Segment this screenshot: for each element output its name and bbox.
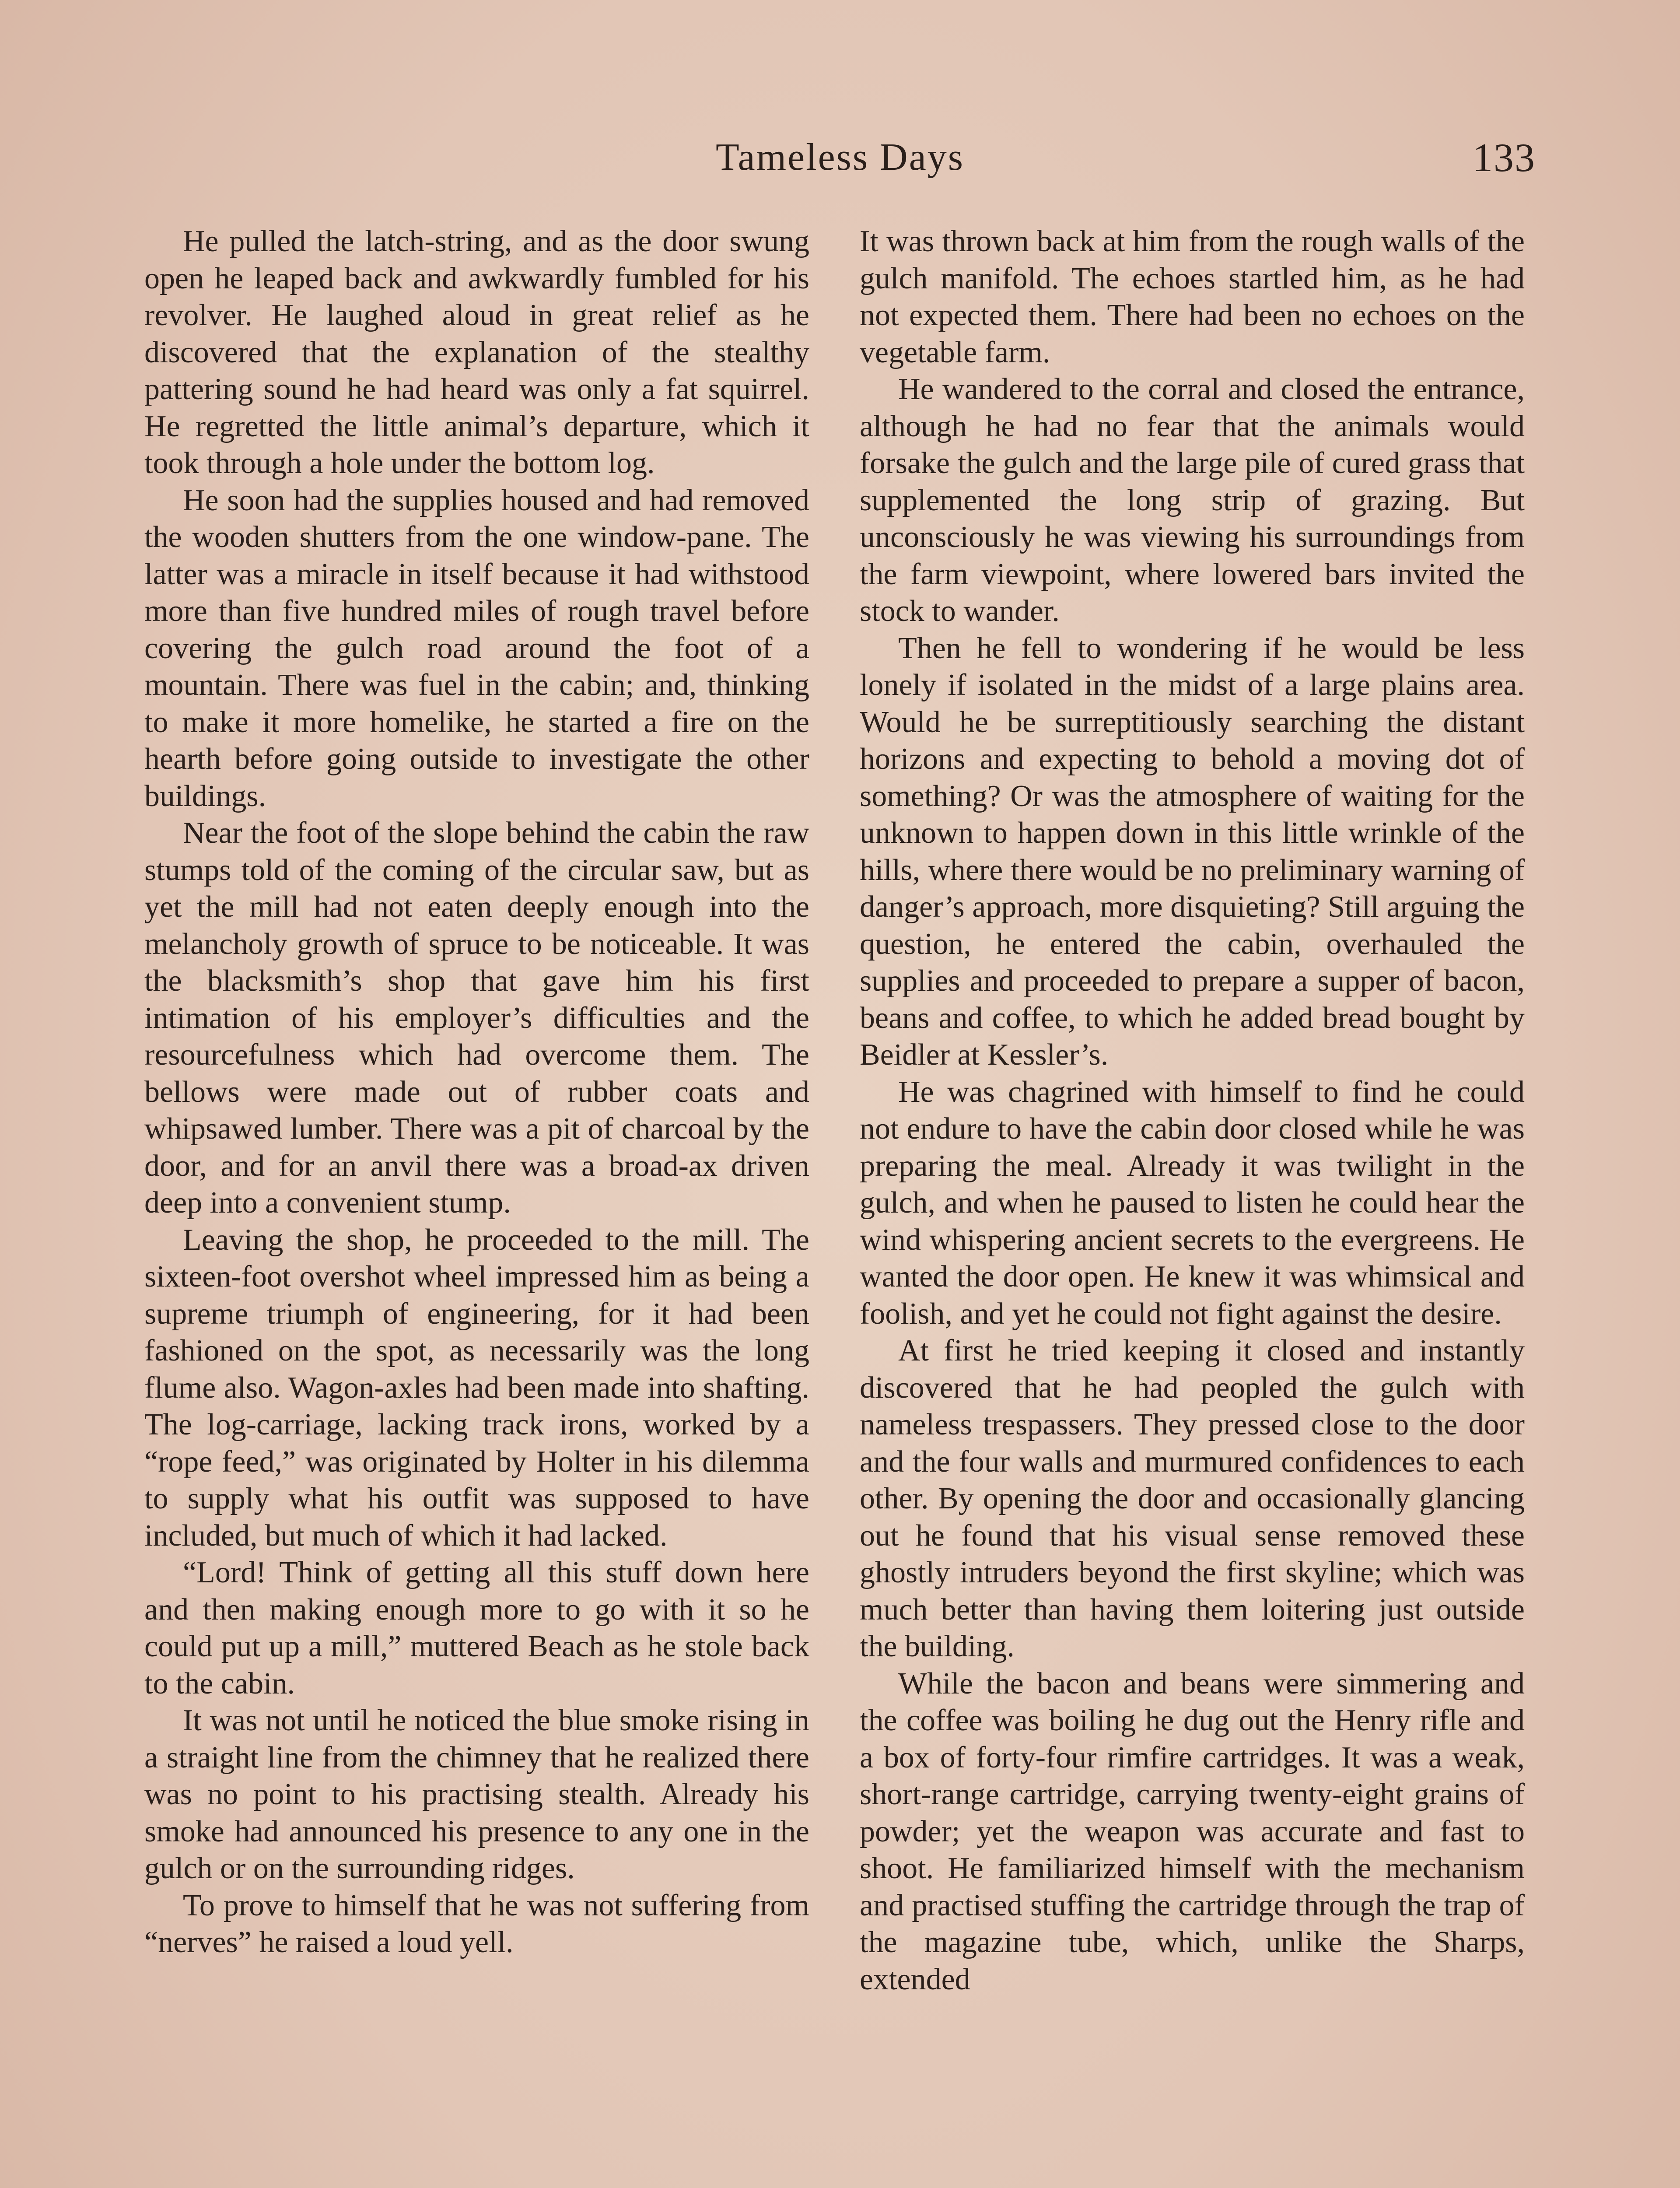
paragraph: To prove to himself that he was not suffering from “nerves” he raised a loud yell. [144, 1888, 809, 1959]
left-column [144, 223, 809, 2188]
paragraph: Then he fell to wondering if he would be less lonely if isolated in the midst of a large plains area. Would he be surreptitiously searching the distant horizons and expecting to behold a moving dot of something? Or was the atmosphere of waiting for the unknown to happen down in this little wrinkle of the hills, where there would be no preliminary warning of danger’s approach, more disquieting? Still arguing the question, he entered the cabin, overhauled the supplies and proceeded to prepare a supper of bacon, beans and coffee, to which he added bread bought by Beidler at Kessler’s. [860, 631, 1525, 1072]
paragraph: “Lord! Think of getting all this stuff down here and then making enough more to go with it so he could put up a mill,” muttered Beach as he stole back to the cabin. [144, 1556, 809, 1701]
paragraph: At first he tried keeping it closed and instantly discovered that he had peopled the gulch with nameless trespassers. They pressed close to the door and the four walls and murmured confidences to each other. By opening the door and occasionally glancing out he found that his visual sense removed these ghostly intruders beyond the first skyline; which was much better than having them loitering just outside the building. [860, 1334, 1525, 1663]
paragraph-continued: It was thrown back at him from the rough walls of the gulch manifold. The echoes startled him, as he had not expected them. There had been no echoes on the vegetable farm. [860, 224, 1525, 369]
paragraph: He soon had the supplies housed and had removed the wooden shutters from the one window-pane. The latter was a miracle in itself because it had withstood more than five hundred miles of rough travel before covering the gulch road around the foot of a mountain. There was fuel in the cabin; and, thinking to make it more homelike, he started a fire on the hearth before going outside to investigate the other buildings. [144, 483, 809, 813]
paragraph: While the bacon and beans were simmering and the coffee was boiling he dug out the Henry rifle and a box of forty-four rimfire cartridges. It was a weak, short-range cartridge, carrying twenty-eight grains of powder; yet the weapon was accurate and fast to shoot. He familiarized himself with the mechanism and practised stuffing the cartridge through the trap of the magazine tube, which, unlike the Sharps, extended [860, 1666, 1525, 1996]
running-title: Tameless Days [715, 136, 965, 179]
paragraph: Near the foot of the slope behind the cabin the raw stumps told of the coming of the circular saw, but as yet the mill had not eaten deeply enough into the melancholy growth of spruce to be noticeable. It was the blacksmith’s shop that gave him his first intimation of his employer’s difficulties and the resourcefulness which had overcome them. The bellows were made out of rubber coats and whipsawed lumber. There was a pit of charcoal by the door, and for an anvil there was a broad-ax driven deep into a convenient stump. [144, 816, 809, 1220]
page-number: 133 [1473, 135, 1536, 180]
right-column [860, 223, 1525, 2188]
paragraph: He pulled the latch-string, and as the door swung open he leaped back and awkwardly fumbled for his revolver. He laughed aloud in great relief as he discovered that the explanation of the stealthy pattering sound he had heard was only a fat squirrel. He regretted the little animal’s departure, which it took through a hole under the bottom log. [144, 224, 809, 480]
running-head [144, 131, 1536, 184]
paragraph: It was not until he noticed the blue smoke rising in a straight line from the chimney that he realized there was no point to his practising stealth. Already his smoke had announced his presence to any one in the gulch or on the surrounding ridges. [144, 1704, 809, 1885]
paragraph: He was chagrined with himself to find he could not endure to have the cabin door closed while he was preparing the meal. Already it was twilight in the gulch, and when he paused to listen he could hear the wind whispering ancient secrets to the evergreens. He wanted the door open. He knew it was whimsical and foolish, and yet he could not fight against the desire. [860, 1075, 1525, 1331]
paragraph: He wandered to the corral and closed the entrance, although he had no fear that the animals would forsake the gulch and the large pile of cured grass that supplemented the long strip of grazing. But unconsciously he was viewing his surroundings from the farm viewpoint, where lowered bars invited the stock to wander. [860, 372, 1525, 628]
paragraph: Leaving the shop, he proceeded to the mill. The sixteen-foot overshot wheel impressed him as being a supreme triumph of engineering, for it had been fashioned on the spot, as necessarily was the long flume also. Wagon-axles had been made into shafting. The log-carriage, lacking track irons, worked by a “rope feed,” was originated by Holter in his dilemma to supply what his outfit was supposed to have included, but much of which it had lacked. [144, 1223, 809, 1553]
